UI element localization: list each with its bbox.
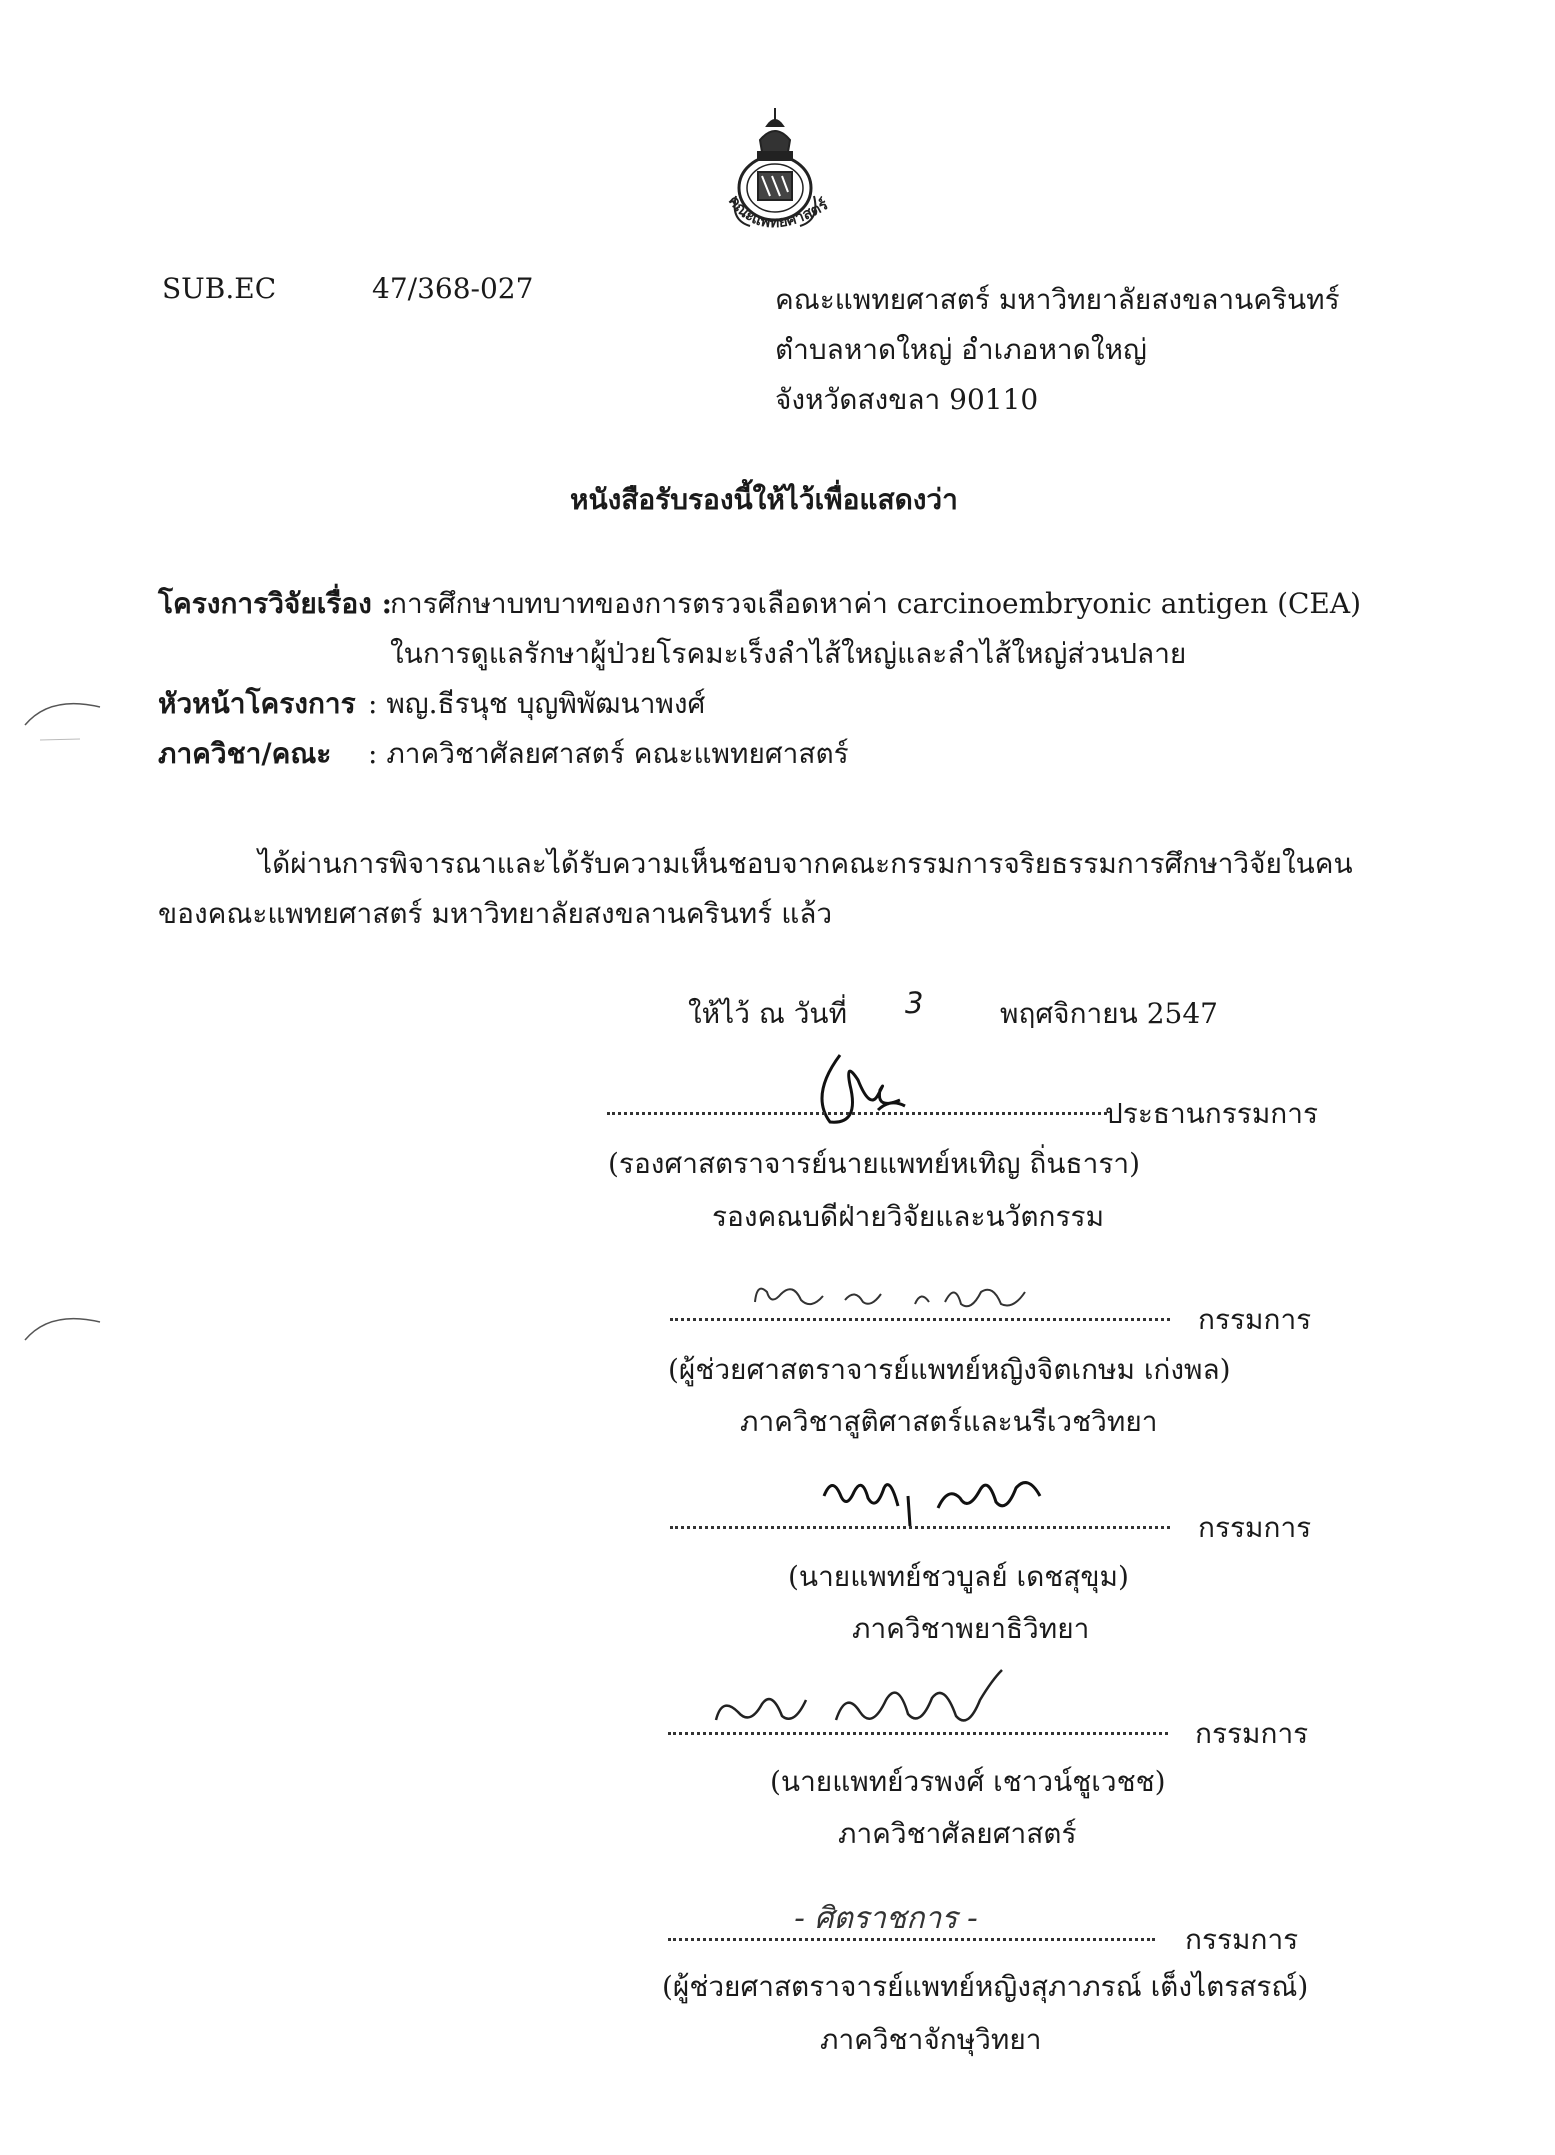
address-line-2: ตำบลหาดใหญ่ อำเภอหาดใหญ่ — [775, 333, 1147, 366]
project-head-label: หัวหน้าโครงการ — [158, 687, 356, 720]
body-line-2: ของคณะแพทยศาสตร์ มหาวิทยาลัยสงขลานครินทร์ แล้ว — [158, 897, 833, 930]
address-line-1: คณะแพทยศาสตร์ มหาวิทยาลัยสงขลานครินทร์ — [775, 283, 1340, 316]
name-committee-1: (ผู้ช่วยศาสตราจารย์แพทย์หญิงจิตเกษม เก่งพล) — [668, 1353, 1231, 1386]
position-committee-3: ภาควิชาศัลยศาสตร์ — [838, 1817, 1077, 1850]
date-month-year: พฤศจิกายน 2547 — [1000, 997, 1218, 1030]
position-committee-2: ภาควิชาพยาธิวิทยา — [852, 1612, 1090, 1645]
signature-committee-3 — [706, 1660, 1066, 1740]
signature-line-committee-3 — [668, 1732, 1168, 1735]
project-label: โครงการวิจัยเรื่อง : — [158, 587, 392, 620]
punch-hole-mark-icon — [20, 685, 110, 745]
position-committee-4: ภาควิชาจักษุวิทยา — [820, 2023, 1042, 2056]
project-title-line-1: การศึกษาบทบาทของการตรวจเลือดหาค่า carcinoembryonic antigen (CEA) — [390, 587, 1362, 620]
name-committee-4: (ผู้ช่วยศาสตราจารย์แพทย์หญิงสุภาภรณ์ เต็งไตรสรณ์) — [662, 1970, 1309, 2003]
signature-line-chairman — [607, 1112, 1107, 1115]
signature-line-committee-2 — [670, 1526, 1170, 1529]
signature-line-committee-4 — [668, 1938, 1155, 1941]
signature-note-committee-4: - ศิตราชการ - — [794, 1901, 978, 1936]
department-label: ภาควิชา/คณะ — [158, 737, 332, 770]
reference-number: 47/368-027 — [372, 272, 534, 305]
signature-chairman — [800, 1040, 920, 1130]
role-committee-1: กรรมการ — [1198, 1303, 1312, 1336]
role-committee-2: กรรมการ — [1198, 1511, 1312, 1544]
punch-hole-mark-icon — [20, 1300, 110, 1360]
position-chairman: รองคณบดีฝ่ายวิจัยและนวัตกรรม — [712, 1200, 1105, 1233]
department-value: : ภาควิชาศัลยศาสตร์ คณะแพทยศาสตร์ — [368, 737, 849, 770]
date-prefix: ให้ไว้ ณ วันที่ — [688, 997, 848, 1030]
role-committee-4: กรรมการ — [1185, 1923, 1299, 1956]
seal-text: คณะแพทยศาสตร์ — [724, 191, 832, 232]
body-line-1: ได้ผ่านการพิจารณาและได้รับความเห็นชอบจากคณะกรรมการจริยธรรมการศึกษาวิจัยในคน — [258, 847, 1353, 880]
signature-committee-1 — [745, 1272, 1045, 1322]
reference-label: SUB.EC — [162, 272, 277, 305]
name-committee-2: (นายแพทย์ชวบูลย์ เดชสุขุม) — [788, 1560, 1129, 1593]
name-committee-3: (นายแพทย์วรพงศ์ เชาวน์ชูเวชช) — [770, 1765, 1166, 1798]
position-committee-1: ภาควิชาสูติศาสตร์และนรีเวชวิทยา — [740, 1405, 1158, 1438]
project-head-value: : พญ.ธีรนุช บุญพิพัฒนาพงศ์ — [368, 687, 706, 720]
name-chairman: (รองศาสตราจารย์นายแพทย์หเทิญ ถิ่นธารา) — [608, 1147, 1141, 1180]
signature-line-committee-1 — [670, 1318, 1170, 1321]
certificate-heading: หนังสือรับรองนี้ให้ไว้เพื่อแสดงว่า — [570, 483, 958, 516]
project-title-line-2: ในการดูแลรักษาผู้ป่วยโรคมะเร็งลำไส้ใหญ่และลำไส้ใหญ่ส่วนปลาย — [390, 637, 1187, 670]
university-faculty-seal-icon — [700, 100, 850, 250]
address-line-3: จังหวัดสงขลา 90110 — [775, 383, 1039, 416]
role-chairman: ประธานกรรมการ — [1105, 1097, 1319, 1130]
date-day: 3 — [905, 986, 924, 1020]
role-committee-3: กรรมการ — [1195, 1717, 1309, 1750]
